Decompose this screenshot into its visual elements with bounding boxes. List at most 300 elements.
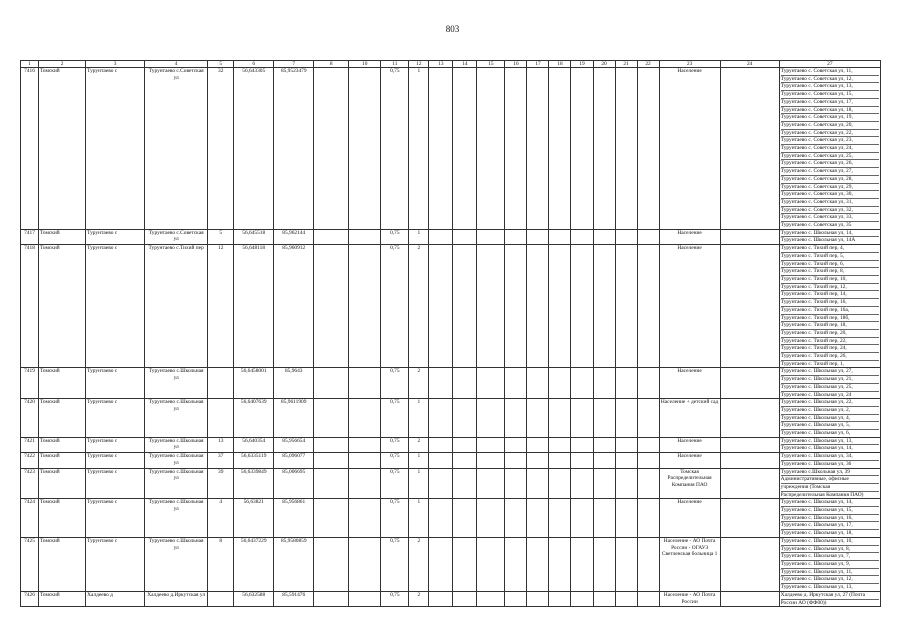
address-line: Турунтаево с. Школьная ул, 14А [780,237,856,244]
cell-c3: Халдеево д [86,591,145,606]
cell-c6: 56,632588 [234,591,274,606]
cell-c19 [571,453,593,468]
cell-c19 [571,245,593,368]
cell-c14 [453,468,477,499]
cell-c13 [429,368,453,399]
column-header: 23 [659,61,720,68]
column-header: 24 [720,61,779,68]
cell-c13 [429,229,453,244]
address-line: Турунтаево с. Советская ул, 25, [781,153,879,161]
cell-c4: Турунтаево с.Тихий пер [145,245,208,368]
cell-c11: 0,75 [381,229,409,244]
address-line: Турунтаево с. Тихий пер, 20, [781,330,879,338]
cell-c2: Томский [39,399,86,438]
address-line: Турунтаево с. Школьная ул, 18, [780,530,853,537]
cell-c4: Турунтаево с.Советская ул [145,68,208,230]
cell-c7: 85,006695 [274,468,314,499]
cell-c8 [314,229,349,244]
cell-c10 [349,499,381,538]
cell-c17 [527,591,549,606]
cell-c8 [314,68,349,230]
address-line: Турунтаево с. Школьная ул, 36 [780,460,852,467]
column-header: 17 [527,61,549,68]
cell-c15 [477,468,505,499]
cell-c14 [453,68,477,230]
cell-c16 [505,453,527,468]
cell-c11: 0,75 [381,537,409,591]
address-line: Турунтаево с. Школьная ул, 8, [781,546,879,554]
cell-c15 [477,399,505,438]
cell-n: 7419 [21,368,39,399]
cell-c14 [453,245,477,368]
column-header: 11 [381,61,409,68]
cell-c6: 56,6458001 [234,368,274,399]
cell-c8 [314,399,349,438]
address-line: Турунтаево с. Школьная ул, 4, [781,415,879,423]
cell-c6: 56,6407639 [234,399,274,438]
column-header: 22 [637,61,659,68]
cell-c22 [637,453,659,468]
cell-c15 [477,229,505,244]
cell-c20 [593,591,615,606]
address-line: Турунтаево с. Советская ул, 12, [781,76,879,84]
cell-c21 [615,453,637,468]
cell-c19 [571,68,593,230]
address-line: Турунтаево с. Тихий пер, 6, [781,261,879,269]
cell-c20 [593,399,615,438]
cell-c24 [720,368,779,399]
cell-c17 [527,229,549,244]
address-line: Турунтаево с. Советская ул, 24, [781,145,879,153]
cell-c15 [477,437,505,452]
address-line: Турунтаево с. Тихий пер, 4, [781,245,879,253]
cell-c8 [314,591,349,606]
cell-c22 [637,468,659,499]
cell-c11: 0,75 [381,368,409,399]
cell-c19 [571,468,593,499]
cell-c12: 1 [409,399,429,438]
cell-c19 [571,499,593,538]
cell-c6: 56,6339849 [234,468,274,499]
cell-c21 [615,229,637,244]
cell-c15 [477,368,505,399]
cell-c20 [593,499,615,538]
cell-c27 [779,453,880,468]
cell-c2: Томский [39,537,86,591]
cell-c8 [314,368,349,399]
cell-c23: Население [659,229,720,244]
address-line: Турунтаево с. Тихий пер, 24, [781,345,879,353]
address-line: Турунтаево с. Советская ул, 18, [781,107,879,115]
address-line: Турунтаево с. Школьная ул, 15, [781,507,879,515]
cell-c23: Население [659,453,720,468]
table-row [21,453,881,468]
cell-c22 [637,591,659,606]
cell-c14 [453,591,477,606]
cell-c3: Турунтаево с [86,399,145,438]
cell-c20 [593,229,615,244]
table-row [21,368,881,399]
table-row [21,245,881,368]
cell-c22 [637,229,659,244]
cell-c20 [593,68,615,230]
address-line: Турунтаево с. Школьная ул, 5, [781,422,879,430]
cell-c8 [314,499,349,538]
cell-c16 [505,499,527,538]
cell-c27 [779,537,880,591]
address-line: Турунтаево с. Советская ул, 23, [781,137,879,145]
table-row [21,537,881,591]
data-table [20,60,881,607]
cell-c6: 56,648118 [234,245,274,368]
cell-c16 [505,437,527,452]
address-line: Турунтаево с. Школьная ул, 34, [781,453,879,461]
cell-c5: 12 [208,245,234,368]
column-header: 19 [571,61,593,68]
address-line: Турунтаево с. Школьная ул, 10, [781,538,879,546]
cell-c24 [720,68,779,230]
cell-c12: 1 [409,453,429,468]
cell-c16 [505,245,527,368]
column-header: 27 [779,61,880,68]
address-line: учреждения (Томская [781,484,879,492]
address-line: Турунтаево с. Школьная ул, 14, [781,499,879,507]
cell-c12: 1 [409,229,429,244]
cell-c11: 0,75 [381,468,409,499]
cell-c24 [720,499,779,538]
address-line: Турунтаево с. Школьная ул, 7, [781,553,879,561]
cell-c11: 0,75 [381,453,409,468]
cell-n: 7426 [21,591,39,606]
column-header: 14 [453,61,477,68]
cell-n: 7425 [21,537,39,591]
cell-c12: 2 [409,537,429,591]
cell-c27 [779,399,880,438]
cell-c21 [615,537,637,591]
cell-c27 [779,468,880,499]
cell-c11: 0,75 [381,399,409,438]
cell-c20 [593,368,615,399]
cell-c5: 32 [208,68,234,230]
column-header: 4 [145,61,208,68]
cell-c5: 4 [208,499,234,538]
cell-c15 [477,591,505,606]
cell-c5: 13 [208,437,234,452]
cell-c22 [637,537,659,591]
cell-c10 [349,399,381,438]
address-line: Турунтаево с. Тихий пер, 10, [781,276,879,284]
cell-c24 [720,229,779,244]
cell-c23: Население [659,68,720,230]
cell-c2: Томский [39,468,86,499]
cell-c6: 56,640354 [234,437,274,452]
cell-c2: Томский [39,368,86,399]
cell-c13 [429,453,453,468]
table-row [21,591,881,606]
address-line: Турунтаево с. Тихий пер, 8, [781,268,879,276]
address-line: Турунтаево с. Школьная ул, 14, [780,445,853,452]
cell-c24 [720,437,779,452]
cell-c17 [527,437,549,452]
column-header: 12 [409,61,429,68]
cell-c3: Турунтаево с [86,437,145,452]
cell-c10 [349,537,381,591]
cell-c2: Томский [39,437,86,452]
cell-c3: Турунтаево с [86,68,145,230]
cell-c8 [314,453,349,468]
cell-c14 [453,368,477,399]
cell-c6: 56,6335119 [234,453,274,468]
cell-c10 [349,453,381,468]
cell-c12: 1 [409,468,429,499]
cell-c2: Томский [39,499,86,538]
address-line: Турунтаево с. Школьная ул, 11, [781,569,879,577]
cell-c8 [314,437,349,452]
cell-c13 [429,591,453,606]
cell-c27 [779,245,880,368]
cell-c23: Население - АО Почта России [659,591,720,606]
cell-c24 [720,453,779,468]
cell-c4: Турунтаево с.Школьная ул [145,453,208,468]
cell-n: 7420 [21,399,39,438]
cell-c8 [314,245,349,368]
column-header: 1 [21,61,39,68]
cell-c2: Томский [39,591,86,606]
column-header: 10 [349,61,381,68]
cell-c15 [477,453,505,468]
cell-c18 [549,368,571,399]
cell-c14 [453,499,477,538]
header-row [21,61,881,68]
cell-c22 [637,68,659,230]
table-row [21,229,881,244]
cell-n: 7424 [21,499,39,538]
cell-c5 [208,591,234,606]
cell-c21 [615,499,637,538]
cell-c16 [505,468,527,499]
column-header: 15 [477,61,505,68]
cell-c2: Томский [39,453,86,468]
cell-c24 [720,245,779,368]
cell-c3: Турунтаево с [86,537,145,591]
cell-c23: Население - АО Почта России - ОГАУЗ Светленская больница 1 [659,537,720,591]
address-line: Турунтаево с. Советская ул, 28, [781,176,879,184]
address-line: Турунтаево с. Школьная ул, 6, [780,430,850,437]
cell-c16 [505,229,527,244]
cell-c11: 0,75 [381,591,409,606]
cell-c7: 85,591476 [274,591,314,606]
address-line: Административные, офисные [781,476,879,484]
cell-c4: Турунтаево с.Советская ул [145,229,208,244]
cell-c19 [571,591,593,606]
column-header: 2 [39,61,86,68]
cell-c5 [208,368,234,399]
cell-c14 [453,453,477,468]
cell-c7: 85,962144 [274,229,314,244]
cell-c22 [637,399,659,438]
address-line: России АО (ФФ00)) [780,599,827,606]
cell-c4: Турунтаево с.Школьная ул [145,437,208,452]
column-header: 7 [274,61,314,68]
column-header: 8 [314,61,349,68]
cell-c11: 0,75 [381,437,409,452]
cell-c23: Население [659,245,720,368]
cell-c18 [549,245,571,368]
address-line: Турунтаево с. Тихий пер, 18, [781,322,879,330]
cell-c21 [615,591,637,606]
address-line: Турунтаево с. Школьная ул, 17, [781,522,879,530]
cell-c6: 56,645518 [234,229,274,244]
cell-c16 [505,537,527,591]
cell-c24 [720,399,779,438]
cell-c21 [615,368,637,399]
column-header: 6 [234,61,274,68]
cell-c17 [527,368,549,399]
cell-c13 [429,68,453,230]
address-line: Турунтаево с. Школьная ул, 2, [781,407,879,415]
cell-c5 [208,399,234,438]
cell-c19 [571,368,593,399]
address-line: Халдеево д. Иркутская ул, 27 (Почта [781,592,879,600]
cell-c13 [429,245,453,368]
cell-c13 [429,499,453,538]
cell-c22 [637,245,659,368]
cell-c3: Турунтаево с [86,245,145,368]
cell-c18 [549,229,571,244]
cell-c14 [453,437,477,452]
address-line: Турунтаево с. Школьная ул, 25, [781,384,879,392]
cell-c21 [615,399,637,438]
cell-c21 [615,68,637,230]
cell-c7: 85,960912 [274,245,314,368]
address-line: Турунтаево с.Школьная ул, 39 [781,469,879,477]
cell-c4: Турунтаево с.Школьная ул [145,399,208,438]
cell-c23: Население + детский сад [659,399,720,438]
address-line: Турунтаево с. Советская ул, 33, [781,214,879,222]
address-line: Турунтаево с. Советская ул, 32, [781,207,879,215]
address-line: Турунтаево с. Советская ул, 27, [781,168,879,176]
cell-n: 7423 [21,468,39,499]
cell-c10 [349,229,381,244]
cell-c4: Турунтаево с.Школьная ул [145,499,208,538]
address-line: Турунтаево с. Школьная ул, 14, [781,230,879,238]
cell-c23: Население [659,368,720,399]
cell-c19 [571,399,593,438]
address-line: Турунтаево с. Школьная ул, 9, [781,561,879,569]
cell-c7: 85,9643 [274,368,314,399]
cell-c15 [477,245,505,368]
cell-c18 [549,68,571,230]
address-line: Турунтаево с. Школьная ул, 24 [780,391,852,398]
cell-c21 [615,468,637,499]
address-line: Турунтаево с. Тихий пер, 1, [780,360,845,367]
cell-c12: 1 [409,499,429,538]
page-number: 803 [445,24,460,34]
cell-c11: 0,75 [381,68,409,230]
cell-c11: 0,75 [381,245,409,368]
cell-c17 [527,399,549,438]
column-header: 3 [86,61,145,68]
address-line: Турунтаево с. Тихий пер, 5, [781,253,879,261]
cell-c4: Турунтаево с.Школьная ул [145,537,208,591]
table-row [21,437,881,452]
address-line: Турунтаево с. Школьная ул, 22, [781,399,879,407]
cell-c10 [349,468,381,499]
cell-c18 [549,453,571,468]
table-row [21,399,881,438]
cell-c18 [549,468,571,499]
cell-c5: 39 [208,468,234,499]
cell-c20 [593,453,615,468]
address-line: Турунтаево с. Тихий пер, 14, [781,291,879,299]
address-line: Турунтаево с. Школьная ул, 21, [781,376,879,384]
cell-n: 7418 [21,245,39,368]
cell-c13 [429,537,453,591]
address-line: Турунтаево с. Школьная ул, 13, [781,438,879,446]
cell-c4: Турунтаево с.Школьная ул [145,368,208,399]
cell-c17 [527,68,549,230]
cell-c6: 56,6437229 [234,537,274,591]
cell-n: 7421 [21,437,39,452]
column-header: 18 [549,61,571,68]
table-row [21,499,881,538]
address-line: Турунтаево с. Тихий пер, 18б, [781,315,879,323]
cell-c20 [593,437,615,452]
table-row [21,468,881,499]
cell-c18 [549,591,571,606]
cell-c13 [429,399,453,438]
column-header: 5 [208,61,234,68]
cell-c6: 56,63821 [234,499,274,538]
cell-c12: 2 [409,245,429,368]
address-line: Турунтаево с. Тихий пер, 26, [781,353,879,361]
cell-c8 [314,468,349,499]
cell-c3: Турунтаево с [86,468,145,499]
cell-c5: 8 [208,537,234,591]
cell-c13 [429,437,453,452]
cell-c21 [615,245,637,368]
cell-c14 [453,229,477,244]
cell-c2: Томский [39,68,86,230]
cell-c27 [779,68,880,230]
cell-c12: 2 [409,368,429,399]
address-line: Турунтаево с. Советская ул, 29, [781,184,879,192]
cell-c8 [314,537,349,591]
cell-c12: 2 [409,591,429,606]
address-line: Турунтаево с. Советская ул, 13, [781,83,879,91]
cell-c3: Турунтаево с [86,499,145,538]
cell-c24 [720,537,779,591]
cell-c27 [779,591,880,606]
table-row [21,68,881,230]
cell-c18 [549,399,571,438]
address-line: Турунтаево с. Тихий пер, 16а, [781,307,879,315]
address-line: Распределительная Компания ПАО) [780,491,864,498]
address-line: Турунтаево с. Советская ул, 30, [781,191,879,199]
cell-c19 [571,537,593,591]
cell-c17 [527,468,549,499]
cell-c10 [349,591,381,606]
address-line: Турунтаево с. Советская ул, 31, [781,199,879,207]
column-header: 20 [593,61,615,68]
cell-c22 [637,499,659,538]
cell-c16 [505,399,527,438]
cell-c18 [549,499,571,538]
cell-c6: 56,643305 [234,68,274,230]
cell-c7: 85,956861 [274,499,314,538]
cell-c7: 85,9611909 [274,399,314,438]
cell-c11: 0,75 [381,499,409,538]
